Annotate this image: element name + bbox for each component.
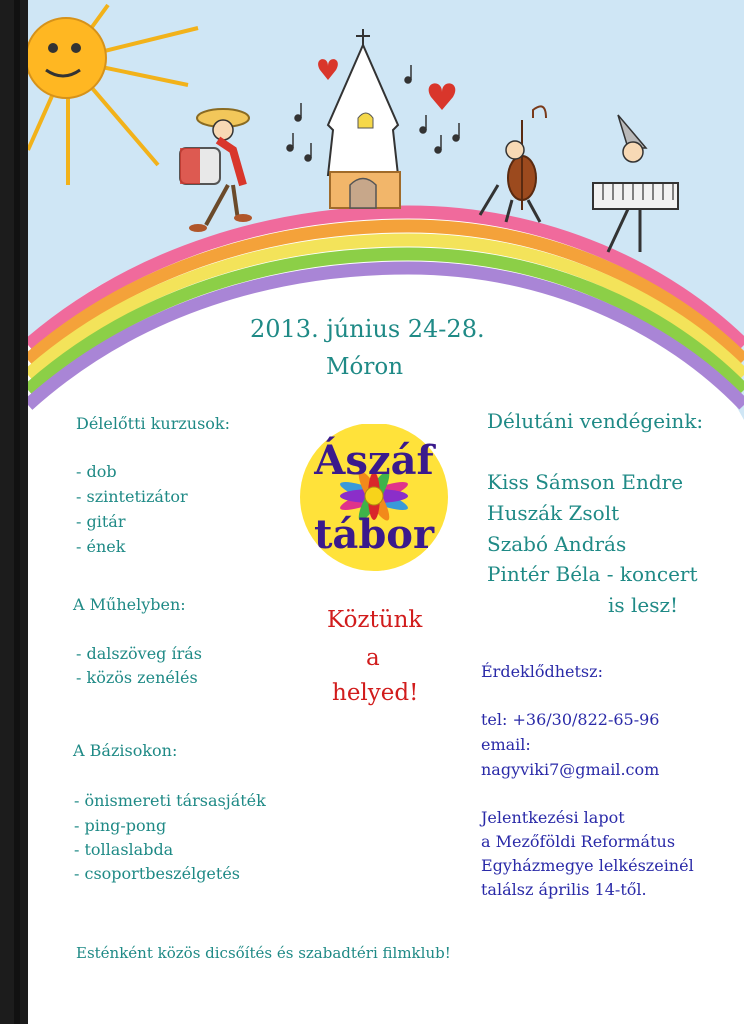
logo-line1: Ászáf <box>314 437 434 484</box>
slogan-line: a <box>366 645 380 671</box>
workshop-title: A Műhelyben: <box>73 595 186 614</box>
list-item: - tollaslabda <box>74 840 174 859</box>
registration-line: Jelentkezési lapot <box>481 808 625 827</box>
contact-email: nagyviki7@gmail.com <box>481 760 660 779</box>
contact-phone: tel: +36/30/822-65-96 <box>481 710 660 729</box>
guest-name: Pintér Béla - koncert <box>487 562 698 586</box>
slogan-line: helyed! <box>332 680 419 706</box>
list-item: - gitár <box>76 512 126 531</box>
guests-title: Délutáni vendégeink: <box>487 409 704 433</box>
morning-courses-title: Délelőtti kurzusok: <box>76 414 231 433</box>
base-title: A Bázisokon: <box>73 741 178 760</box>
guest-name: Kiss Sámson Endre <box>487 470 684 494</box>
event-date: 2013. június 24-28. <box>250 315 485 343</box>
slogan-line: Köztünk <box>327 607 423 633</box>
list-item: - ping-pong <box>74 816 167 835</box>
list-item: - dalszöveg írás <box>76 644 203 663</box>
registration-line: a Mezőföldi Református <box>481 832 676 851</box>
registration-line: Egyházmegye lelkészeinél <box>481 856 694 875</box>
list-item: - közös zenélés <box>76 668 198 687</box>
guest-name: Huszák Zsolt <box>487 501 620 525</box>
list-item: - szintetizátor <box>76 487 188 506</box>
scan-edge-shadow <box>14 0 20 1024</box>
logo-line2: tábor <box>313 511 435 558</box>
contact-title: Érdeklődhetsz: <box>481 662 603 681</box>
scan-edge-strip <box>0 0 28 1024</box>
list-item: - ének <box>76 537 126 556</box>
camp-logo <box>292 424 456 574</box>
event-location: Móron <box>326 354 404 380</box>
footer-note: Esténként közös dicsőítés és szabadtéri filmklub! <box>76 944 451 962</box>
guest-note: is lesz! <box>608 593 679 617</box>
list-item: - dob <box>76 462 117 481</box>
list-item: - önismereti társasjáték <box>74 791 266 810</box>
guest-name: Szabó András <box>487 532 627 556</box>
list-item: - csoportbeszélgetés <box>74 864 241 883</box>
registration-line: találsz április 14-től. <box>481 880 647 899</box>
contact-email-label: email: <box>481 735 531 754</box>
